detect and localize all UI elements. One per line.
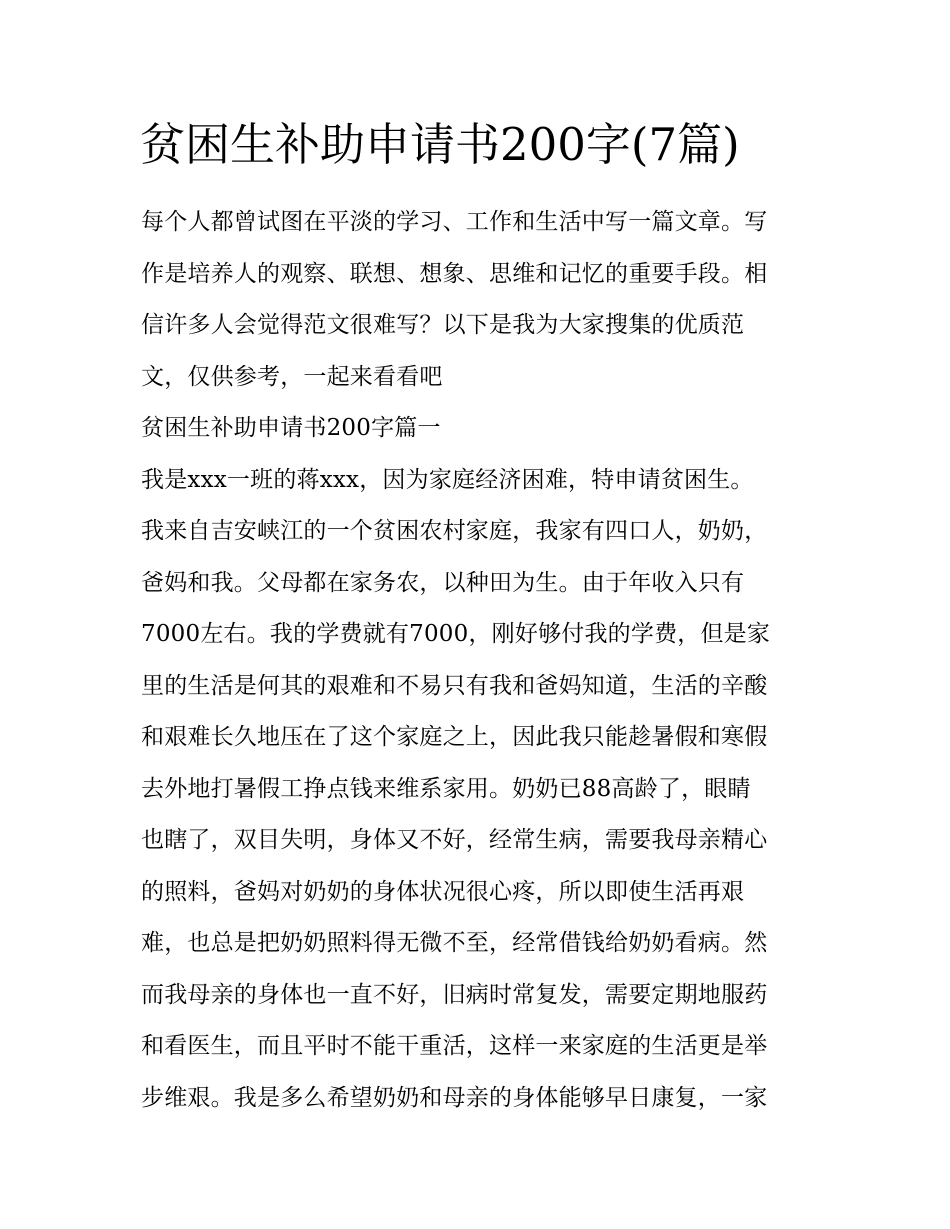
body-line: 和艰难长久地压在了这个家庭之上，因此我只能趁暑假和寒假 [141, 724, 768, 750]
body-line: 7000左右。我的学费就有7000，刚好够付我的学费，但是家 [141, 621, 771, 647]
body-line: 每个人都曾试图在平淡的学习、工作和生活中写一篇文章。写 [141, 209, 768, 235]
body-line: 我来自吉安峡江的一个贫困农村家庭，我家有四口人，奶奶， [141, 518, 768, 544]
document-body [141, 197, 821, 1124]
body-line: 难，也总是把奶奶照料得无微不至，经常借钱给奶奶看病。然 [141, 930, 768, 956]
body-line: 信许多人会觉得范文很难写？以下是我为大家搜集的优质范 [141, 312, 745, 338]
body-line: 文，仅供参考，一起来看看吧 [141, 363, 443, 390]
body-line: 的照料，爸妈对奶奶的身体状况很心疼，所以即使生活再艰 [141, 878, 745, 905]
body-line: 里的生活是何其的艰难和不易只有我和爸妈知道，生活的辛酸 [141, 672, 768, 699]
document-title: 贫困生补助申请书200字(7篇) [140, 118, 740, 171]
body-line: 也瞎了，双目失明，身体又不好，经常生病，需要我母亲精心 [141, 827, 768, 853]
body-line: 而我母亲的身体也一直不好，旧病时常复发，需要定期地服药 [141, 981, 768, 1008]
body-line: 步维艰。我是多么希望奶奶和母亲的身体能够早日康复，一家 [141, 1084, 768, 1111]
section-heading: 贫困生补助申请书200字篇一 [141, 415, 441, 441]
body-line: 我是xxx一班的蒋xxx，因为家庭经济困难，特申请贫困生。 [141, 466, 754, 493]
body-line: 爸妈和我。父母都在家务农，以种田为生。由于年收入只有 [141, 569, 745, 596]
body-line: 去外地打暑假工挣点钱来维系家用。奶奶已88高龄了，眼睛 [141, 775, 751, 802]
body-line: 和看医生，而且平时不能干重活，这样一来家庭的生活更是举 [141, 1033, 768, 1059]
body-line: 作是培养人的观察、联想、想象、思维和记忆的重要手段。相 [141, 260, 768, 287]
